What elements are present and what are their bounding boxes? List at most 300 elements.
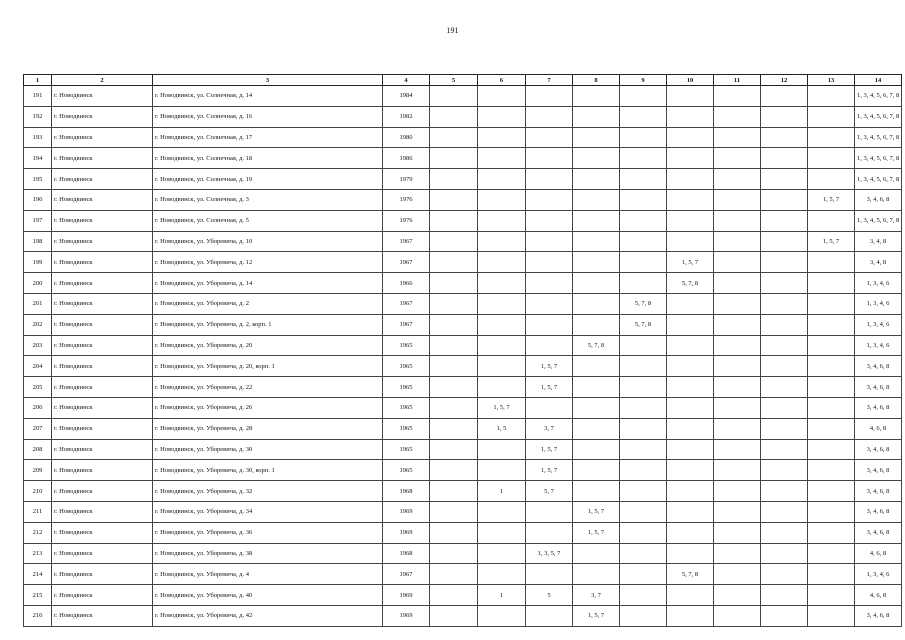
cell-col-11 — [714, 543, 761, 564]
cell-col-7 — [526, 522, 573, 543]
cell-col-12 — [761, 273, 808, 294]
cell-col-8: 1, 5, 7 — [573, 522, 620, 543]
cell-col-5 — [430, 460, 478, 481]
cell-col-12 — [761, 564, 808, 585]
table-row — [24, 252, 902, 273]
cell-row-number: 198 — [24, 231, 52, 252]
cell-col-13 — [808, 127, 855, 148]
cell-col-6 — [478, 293, 526, 314]
cell-col-14: 3, 4, 6, 8 — [855, 605, 902, 626]
cell-city: г. Новодвинск — [52, 169, 153, 190]
cell-city: г. Новодвинск — [52, 377, 153, 398]
cell-city: г. Новодвинск — [52, 148, 153, 169]
cell-city: г. Новодвинск — [52, 231, 153, 252]
column-header-1: 1 — [24, 75, 52, 86]
cell-col-7: 3, 7 — [526, 418, 573, 439]
cell-col-6 — [478, 210, 526, 231]
cell-year: 1986 — [383, 148, 430, 169]
cell-col-8 — [573, 314, 620, 335]
cell-col-13 — [808, 356, 855, 377]
cell-col-9 — [620, 252, 667, 273]
cell-col-5 — [430, 564, 478, 585]
cell-col-9 — [620, 564, 667, 585]
cell-col-13 — [808, 273, 855, 294]
cell-col-11 — [714, 439, 761, 460]
cell-col-6 — [478, 522, 526, 543]
cell-col-5 — [430, 397, 478, 418]
cell-col-6: 1, 5 — [478, 418, 526, 439]
cell-col-8 — [573, 210, 620, 231]
cell-col-9 — [620, 543, 667, 564]
cell-col-13: 1, 5, 7 — [808, 189, 855, 210]
cell-col-5 — [430, 543, 478, 564]
cell-address: г. Новодвинск, ул. Уборевича, д. 30, корп. 1 — [153, 460, 383, 481]
data-table — [23, 74, 902, 627]
cell-col-9 — [620, 501, 667, 522]
column-header-12: 12 — [761, 75, 808, 86]
cell-address: г. Новодвинск, ул. Уборевича, д. 20 — [153, 335, 383, 356]
cell-col-8 — [573, 418, 620, 439]
column-header-14: 14 — [855, 75, 902, 86]
cell-col-8: 3, 7 — [573, 585, 620, 606]
cell-col-12 — [761, 460, 808, 481]
cell-col-14: 1, 3, 4, 6 — [855, 273, 902, 294]
cell-city: г. Новодвинск — [52, 273, 153, 294]
cell-col-7 — [526, 501, 573, 522]
cell-col-8: 1, 5, 7 — [573, 605, 620, 626]
cell-col-7: 5, 7 — [526, 481, 573, 502]
cell-col-9 — [620, 377, 667, 398]
cell-year: 1965 — [383, 377, 430, 398]
cell-col-11 — [714, 231, 761, 252]
cell-col-6 — [478, 273, 526, 294]
cell-col-8 — [573, 252, 620, 273]
column-header-5: 5 — [430, 75, 478, 86]
cell-address: г. Новодвинск, ул. Уборевича, д. 26 — [153, 397, 383, 418]
cell-city: г. Новодвинск — [52, 605, 153, 626]
cell-col-7: 1, 5, 7 — [526, 356, 573, 377]
table-row — [24, 564, 902, 585]
cell-col-12 — [761, 86, 808, 107]
cell-year: 1969 — [383, 605, 430, 626]
cell-col-12 — [761, 481, 808, 502]
cell-col-9 — [620, 585, 667, 606]
cell-col-10 — [667, 314, 714, 335]
cell-year: 1967 — [383, 564, 430, 585]
cell-col-9 — [620, 106, 667, 127]
cell-city: г. Новодвинск — [52, 356, 153, 377]
cell-col-5 — [430, 106, 478, 127]
cell-col-6: 1 — [478, 585, 526, 606]
cell-col-13 — [808, 605, 855, 626]
cell-col-7 — [526, 210, 573, 231]
cell-col-11 — [714, 86, 761, 107]
table-row — [24, 356, 902, 377]
cell-col-9 — [620, 86, 667, 107]
cell-row-number: 209 — [24, 460, 52, 481]
cell-col-14: 1, 3, 4, 6 — [855, 314, 902, 335]
cell-col-11 — [714, 335, 761, 356]
cell-col-8 — [573, 564, 620, 585]
cell-city: г. Новодвинск — [52, 293, 153, 314]
cell-col-12 — [761, 148, 808, 169]
cell-col-12 — [761, 106, 808, 127]
cell-row-number: 197 — [24, 210, 52, 231]
table-row — [24, 543, 902, 564]
cell-city: г. Новодвинск — [52, 460, 153, 481]
table-row — [24, 169, 902, 190]
cell-col-14: 1, 3, 4, 5, 6, 7, 8 — [855, 210, 902, 231]
cell-col-12 — [761, 522, 808, 543]
cell-city: г. Новодвинск — [52, 481, 153, 502]
cell-col-10: 5, 7, 8 — [667, 564, 714, 585]
cell-col-6 — [478, 86, 526, 107]
cell-col-14: 3, 4, 6, 8 — [855, 460, 902, 481]
cell-col-5 — [430, 522, 478, 543]
cell-row-number: 201 — [24, 293, 52, 314]
cell-col-8 — [573, 439, 620, 460]
cell-city: г. Новодвинск — [52, 501, 153, 522]
cell-row-number: 210 — [24, 481, 52, 502]
cell-col-12 — [761, 377, 808, 398]
cell-col-10 — [667, 106, 714, 127]
cell-row-number: 195 — [24, 169, 52, 190]
cell-city: г. Новодвинск — [52, 210, 153, 231]
cell-col-14: 3, 4, 6, 8 — [855, 377, 902, 398]
cell-col-13 — [808, 210, 855, 231]
cell-col-7 — [526, 397, 573, 418]
cell-col-8 — [573, 231, 620, 252]
cell-year: 1968 — [383, 543, 430, 564]
cell-col-12 — [761, 169, 808, 190]
cell-col-12 — [761, 189, 808, 210]
cell-col-6 — [478, 189, 526, 210]
cell-col-7 — [526, 273, 573, 294]
header-row — [24, 75, 902, 86]
cell-col-10 — [667, 189, 714, 210]
cell-col-7: 1, 5, 7 — [526, 377, 573, 398]
cell-col-12 — [761, 605, 808, 626]
cell-address: г. Новодвинск, ул. Солнечная, д. 3 — [153, 189, 383, 210]
cell-col-8 — [573, 127, 620, 148]
cell-year: 1969 — [383, 585, 430, 606]
cell-col-10 — [667, 460, 714, 481]
cell-col-7 — [526, 189, 573, 210]
cell-col-12 — [761, 397, 808, 418]
cell-col-14: 4, 6, 8 — [855, 543, 902, 564]
cell-col-13: 1, 5, 7 — [808, 231, 855, 252]
cell-col-10 — [667, 169, 714, 190]
cell-col-10 — [667, 148, 714, 169]
table-row — [24, 210, 902, 231]
cell-col-6 — [478, 148, 526, 169]
cell-col-12 — [761, 335, 808, 356]
cell-col-6 — [478, 605, 526, 626]
cell-col-6 — [478, 169, 526, 190]
cell-col-7 — [526, 148, 573, 169]
cell-col-9 — [620, 356, 667, 377]
column-header-13: 13 — [808, 75, 855, 86]
cell-col-12 — [761, 543, 808, 564]
cell-col-13 — [808, 460, 855, 481]
cell-year: 1965 — [383, 439, 430, 460]
cell-col-11 — [714, 314, 761, 335]
cell-col-8 — [573, 148, 620, 169]
table-row — [24, 418, 902, 439]
cell-col-11 — [714, 501, 761, 522]
cell-col-7 — [526, 314, 573, 335]
cell-col-11 — [714, 252, 761, 273]
cell-col-9 — [620, 273, 667, 294]
cell-col-10 — [667, 418, 714, 439]
cell-col-14: 3, 4, 6, 8 — [855, 439, 902, 460]
cell-col-12 — [761, 231, 808, 252]
cell-col-11 — [714, 273, 761, 294]
cell-col-5 — [430, 231, 478, 252]
cell-year: 1980 — [383, 127, 430, 148]
cell-col-5 — [430, 585, 478, 606]
cell-col-7 — [526, 231, 573, 252]
cell-col-8 — [573, 293, 620, 314]
table-row — [24, 397, 902, 418]
cell-address: г. Новодвинск, ул. Уборевича, д. 30 — [153, 439, 383, 460]
cell-col-8 — [573, 106, 620, 127]
cell-address: г. Новодвинск, ул. Уборевича, д. 12 — [153, 252, 383, 273]
cell-col-14: 1, 3, 4, 6 — [855, 564, 902, 585]
cell-col-12 — [761, 314, 808, 335]
cell-col-10 — [667, 543, 714, 564]
cell-col-10 — [667, 127, 714, 148]
cell-row-number: 212 — [24, 522, 52, 543]
cell-year: 1982 — [383, 106, 430, 127]
cell-col-5 — [430, 377, 478, 398]
cell-col-11 — [714, 377, 761, 398]
cell-row-number: 200 — [24, 273, 52, 294]
cell-address: г. Новодвинск, ул. Уборевича, д. 32 — [153, 481, 383, 502]
cell-col-13 — [808, 418, 855, 439]
cell-row-number: 214 — [24, 564, 52, 585]
cell-col-11 — [714, 127, 761, 148]
cell-year: 1965 — [383, 418, 430, 439]
cell-col-12 — [761, 127, 808, 148]
cell-city: г. Новодвинск — [52, 585, 153, 606]
cell-col-5 — [430, 273, 478, 294]
cell-col-8 — [573, 481, 620, 502]
cell-year: 1968 — [383, 481, 430, 502]
cell-address: г. Новодвинск, ул. Уборевича, д. 2 — [153, 293, 383, 314]
cell-col-14: 3, 4, 6, 8 — [855, 522, 902, 543]
cell-col-9 — [620, 481, 667, 502]
cell-col-8 — [573, 543, 620, 564]
column-header-4: 4 — [383, 75, 430, 86]
table-row — [24, 605, 902, 626]
cell-row-number: 193 — [24, 127, 52, 148]
cell-col-13 — [808, 585, 855, 606]
cell-col-10 — [667, 86, 714, 107]
cell-year: 1984 — [383, 86, 430, 107]
cell-col-9 — [620, 148, 667, 169]
cell-col-10 — [667, 481, 714, 502]
cell-col-14: 1, 3, 4, 5, 6, 7, 8 — [855, 106, 902, 127]
cell-col-5 — [430, 335, 478, 356]
cell-year: 1965 — [383, 397, 430, 418]
table-row — [24, 377, 902, 398]
cell-col-8 — [573, 397, 620, 418]
cell-col-11 — [714, 293, 761, 314]
cell-col-10: 5, 7, 8 — [667, 273, 714, 294]
cell-address: г. Новодвинск, ул. Уборевича, д. 42 — [153, 605, 383, 626]
cell-city: г. Новодвинск — [52, 564, 153, 585]
cell-col-11 — [714, 481, 761, 502]
cell-row-number: 207 — [24, 418, 52, 439]
cell-col-5 — [430, 314, 478, 335]
cell-col-7 — [526, 335, 573, 356]
cell-col-11 — [714, 169, 761, 190]
cell-col-9 — [620, 231, 667, 252]
cell-address: г. Новодвинск, ул. Уборевича, д. 28 — [153, 418, 383, 439]
cell-col-9 — [620, 397, 667, 418]
cell-col-6 — [478, 231, 526, 252]
cell-col-14: 3, 4, 6, 8 — [855, 501, 902, 522]
cell-col-9 — [620, 439, 667, 460]
cell-col-5 — [430, 86, 478, 107]
cell-address: г. Новодвинск, ул. Солнечная, д. 5 — [153, 210, 383, 231]
cell-col-7 — [526, 127, 573, 148]
cell-col-10 — [667, 397, 714, 418]
cell-col-9 — [620, 210, 667, 231]
cell-col-12 — [761, 418, 808, 439]
cell-col-8: 5, 7, 8 — [573, 335, 620, 356]
cell-col-13 — [808, 543, 855, 564]
cell-col-6 — [478, 543, 526, 564]
cell-city: г. Новодвинск — [52, 543, 153, 564]
cell-col-8 — [573, 86, 620, 107]
cell-col-10 — [667, 356, 714, 377]
table-row — [24, 439, 902, 460]
cell-row-number: 204 — [24, 356, 52, 377]
cell-address: г. Новодвинск, ул. Уборевича, д. 38 — [153, 543, 383, 564]
cell-row-number: 194 — [24, 148, 52, 169]
cell-col-12 — [761, 293, 808, 314]
cell-col-13 — [808, 314, 855, 335]
cell-col-11 — [714, 418, 761, 439]
table-row — [24, 460, 902, 481]
cell-city: г. Новодвинск — [52, 418, 153, 439]
cell-col-14: 1, 3, 4, 6 — [855, 293, 902, 314]
cell-col-11 — [714, 148, 761, 169]
cell-col-6 — [478, 377, 526, 398]
cell-col-12 — [761, 585, 808, 606]
table-row — [24, 127, 902, 148]
cell-row-number: 213 — [24, 543, 52, 564]
cell-year: 1976 — [383, 210, 430, 231]
cell-col-14: 1, 3, 4, 6 — [855, 335, 902, 356]
cell-col-6 — [478, 252, 526, 273]
cell-col-7 — [526, 605, 573, 626]
table-row — [24, 106, 902, 127]
cell-col-10 — [667, 377, 714, 398]
cell-col-11 — [714, 522, 761, 543]
cell-city: г. Новодвинск — [52, 127, 153, 148]
table-row — [24, 481, 902, 502]
cell-col-7 — [526, 564, 573, 585]
cell-col-8 — [573, 356, 620, 377]
cell-col-7: 5 — [526, 585, 573, 606]
table-row — [24, 273, 902, 294]
table-row — [24, 189, 902, 210]
cell-col-13 — [808, 335, 855, 356]
cell-col-10 — [667, 585, 714, 606]
table-header — [24, 75, 902, 86]
cell-col-13 — [808, 148, 855, 169]
cell-col-7 — [526, 86, 573, 107]
cell-col-5 — [430, 210, 478, 231]
cell-address: г. Новодвинск, ул. Уборевича, д. 14 — [153, 273, 383, 294]
cell-city: г. Новодвинск — [52, 86, 153, 107]
cell-year: 1967 — [383, 252, 430, 273]
cell-col-6: 1 — [478, 481, 526, 502]
cell-col-13 — [808, 439, 855, 460]
cell-address: г. Новодвинск, ул. Солнечная, д. 17 — [153, 127, 383, 148]
cell-city: г. Новодвинск — [52, 252, 153, 273]
cell-col-5 — [430, 605, 478, 626]
cell-col-7: 1, 5, 7 — [526, 460, 573, 481]
cell-year: 1965 — [383, 460, 430, 481]
cell-row-number: 203 — [24, 335, 52, 356]
cell-col-10 — [667, 501, 714, 522]
cell-col-13 — [808, 522, 855, 543]
table-body — [24, 86, 902, 627]
cell-year: 1967 — [383, 293, 430, 314]
cell-col-14: 1, 3, 4, 5, 6, 7, 8 — [855, 127, 902, 148]
column-header-11: 11 — [714, 75, 761, 86]
cell-row-number: 208 — [24, 439, 52, 460]
cell-row-number: 202 — [24, 314, 52, 335]
cell-col-14: 3, 4, 6, 8 — [855, 189, 902, 210]
column-header-9: 9 — [620, 75, 667, 86]
cell-address: г. Новодвинск, ул. Уборевича, д. 4 — [153, 564, 383, 585]
cell-col-6 — [478, 439, 526, 460]
column-header-3: 3 — [153, 75, 383, 86]
cell-row-number: 205 — [24, 377, 52, 398]
cell-col-9 — [620, 335, 667, 356]
cell-col-11 — [714, 564, 761, 585]
cell-city: г. Новодвинск — [52, 106, 153, 127]
cell-col-10 — [667, 605, 714, 626]
cell-col-6 — [478, 127, 526, 148]
cell-row-number: 196 — [24, 189, 52, 210]
cell-col-7 — [526, 169, 573, 190]
cell-city: г. Новодвинск — [52, 397, 153, 418]
cell-col-13 — [808, 106, 855, 127]
cell-col-10 — [667, 231, 714, 252]
cell-col-14: 3, 4, 6, 8 — [855, 397, 902, 418]
cell-col-14: 3, 4, 8 — [855, 231, 902, 252]
page-number: 191 — [446, 26, 459, 35]
cell-year: 1976 — [383, 189, 430, 210]
cell-col-13 — [808, 293, 855, 314]
cell-year: 1969 — [383, 501, 430, 522]
column-header-2: 2 — [52, 75, 153, 86]
cell-col-9: 5, 7, 8 — [620, 314, 667, 335]
cell-col-9: 5, 7, 8 — [620, 293, 667, 314]
cell-address: г. Новодвинск, ул. Солнечная, д. 19 — [153, 169, 383, 190]
cell-col-5 — [430, 148, 478, 169]
cell-col-6 — [478, 314, 526, 335]
cell-year: 1979 — [383, 169, 430, 190]
cell-col-8 — [573, 377, 620, 398]
cell-col-12 — [761, 210, 808, 231]
